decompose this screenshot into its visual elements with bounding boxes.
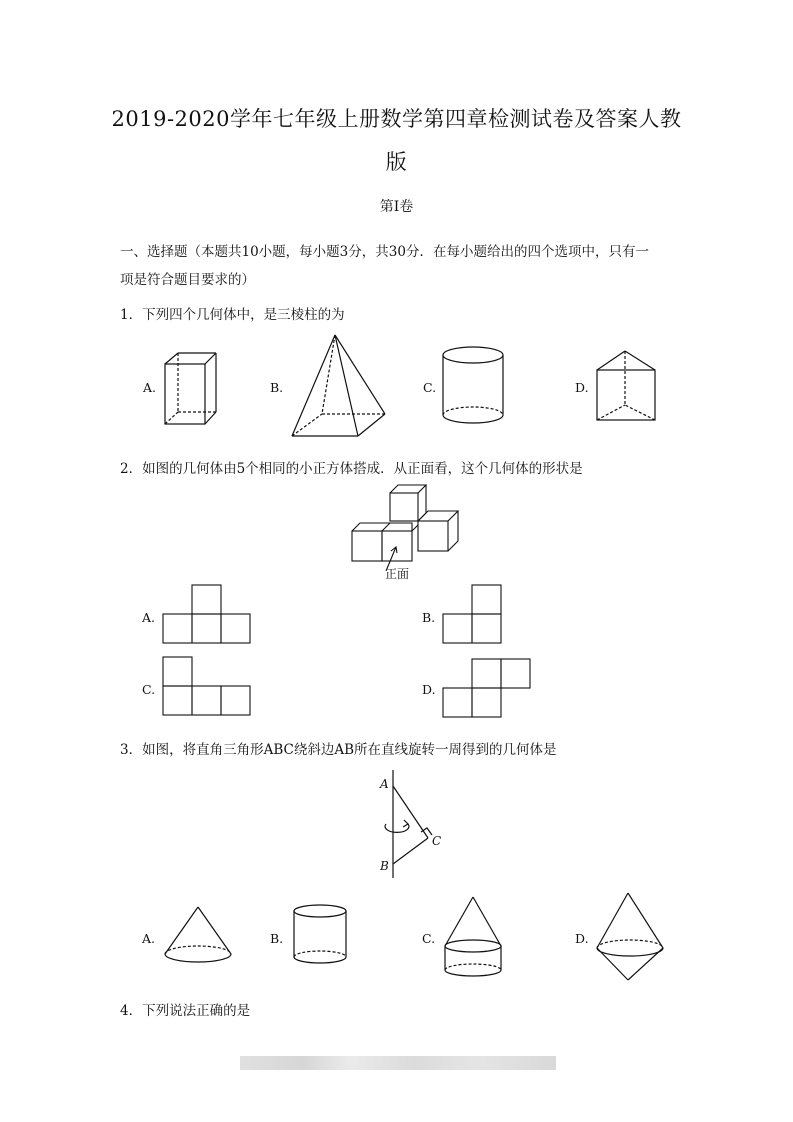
document-title-line-1: 2019-2020学年七年级上册数学第四章检测试卷及答案人教 <box>111 107 682 131</box>
volume-heading: 第Ⅰ卷 <box>379 199 414 215</box>
q3-option-a-label: A. <box>142 931 156 946</box>
q3-option-b-label: B. <box>270 931 284 946</box>
section-instructions-line-2: 项是符合题目要求的） <box>120 272 255 288</box>
q1-option-b-pyramid-figure <box>290 333 390 439</box>
question-4-stem: 4．下列说法正确的是 <box>120 1003 251 1019</box>
q1-option-a-label: A. <box>143 380 157 395</box>
q2-option-d-front-view-figure <box>442 658 532 720</box>
q2-option-c-front-view-figure <box>162 656 252 718</box>
q2-option-b-front-view-figure <box>442 584 504 646</box>
q1-option-c-label: C. <box>423 380 437 395</box>
q2-option-d-label: D. <box>422 682 436 697</box>
q3-option-c-cone-on-cylinder-figure <box>442 894 504 980</box>
q1-option-c-cylinder-figure <box>440 345 506 429</box>
document-title-line-2: 版 <box>385 150 408 174</box>
q1-option-d-label: D. <box>575 380 589 395</box>
q3-option-a-cone-figure <box>162 904 234 966</box>
q3-option-d-double-cone-figure <box>594 890 666 984</box>
q3-vertex-c-label: C <box>432 834 442 848</box>
question-2-stem: 2．如图的几何体由5个相同的小正方体搭成．从正面看，这个几何体的形状是 <box>120 461 583 477</box>
blurred-watermark <box>240 1056 556 1070</box>
q3-option-d-label: D. <box>575 931 589 946</box>
q2-option-a-front-view-figure <box>162 584 252 646</box>
q3-option-c-label: C. <box>422 931 436 946</box>
q2-option-a-label: A. <box>142 610 156 625</box>
section-instructions-line-1: 一、选择题（本题共10小题，每小题3分，共30分．在每小题给出的四个选项中，只有一 <box>120 244 649 260</box>
q2-front-view-label: 正面 <box>385 567 410 581</box>
q3-vertex-b-label: B <box>380 859 389 873</box>
q2-option-c-label: C. <box>142 682 156 697</box>
q1-option-b-label: B. <box>270 380 284 395</box>
q3-vertex-a-label: A <box>380 777 389 791</box>
q1-option-d-triangular-prism-figure <box>594 348 658 424</box>
question-1-stem: 1．下列四个几何体中，是三棱柱的为 <box>120 307 345 323</box>
q2-option-b-label: B. <box>422 610 436 625</box>
q3-option-b-cylinder-figure <box>292 903 348 967</box>
question-3-stem: 3．如图，将直角三角形ABC绕斜边AB所在直线旋转一周得到的几何体是 <box>120 742 557 758</box>
q1-option-a-rectangular-prism-figure <box>160 350 220 430</box>
